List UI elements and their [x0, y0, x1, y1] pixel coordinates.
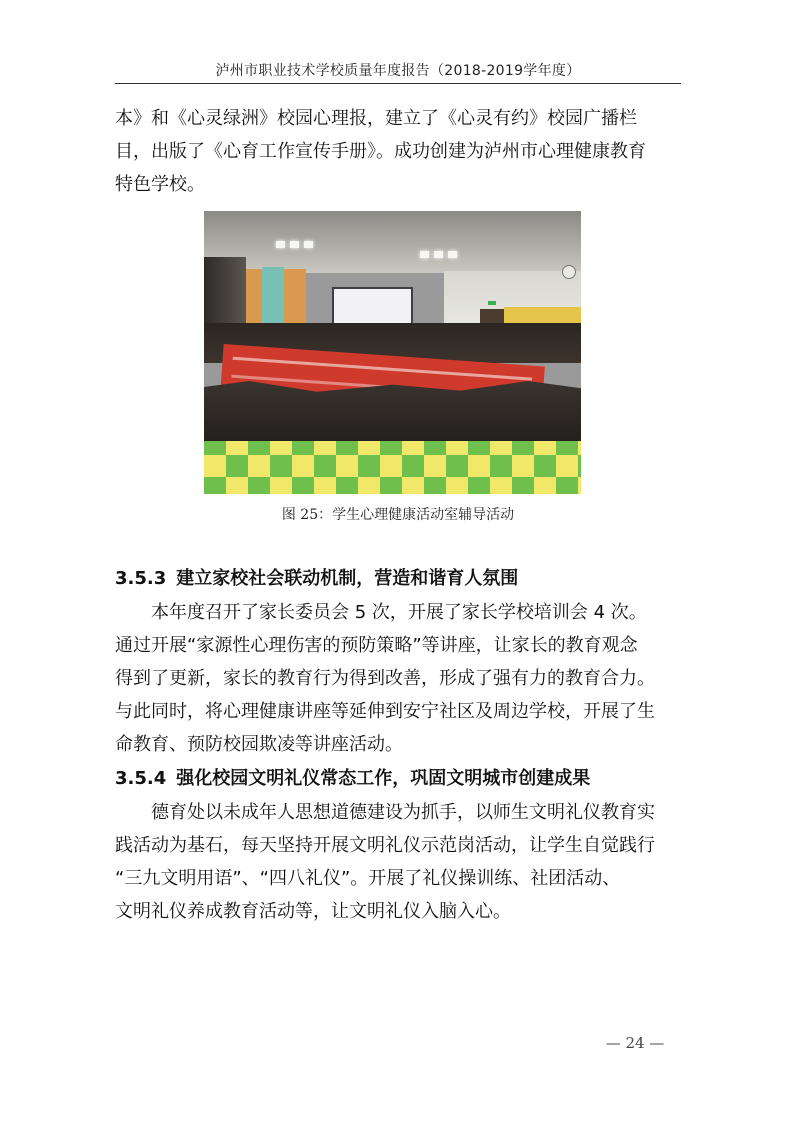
ceiling-light: [304, 241, 313, 248]
paragraph-line: 文明礼仪养成教育活动等，让文明礼仪入脑入心。: [115, 901, 511, 922]
section-title: 建立家校社会联动机制，营造和谐育人氛围: [176, 568, 519, 589]
ceiling-light: [448, 251, 457, 258]
section-3-5-4-paragraph: [115, 796, 681, 928]
photo-ceiling: [204, 211, 581, 273]
paragraph-line: 命教育、预防校园欺凌等讲座活动。: [115, 734, 403, 755]
exit-sign: [488, 301, 496, 305]
intro-paragraph: [115, 102, 681, 201]
section-heading-3-5-4: [115, 764, 681, 794]
intro-line: 目，出版了《心育工作宣传手册》。成功创建为泸州市心理健康教育: [115, 141, 646, 162]
section-number: 3.5.4: [115, 768, 167, 789]
page-number: — 24 —: [605, 1034, 665, 1052]
paragraph-line: “三九文明用语”、“四八礼仪”。开展了礼仪操训练、社团活动、: [115, 868, 621, 889]
header-rule: [115, 83, 681, 84]
activity-photo: [204, 211, 581, 494]
paragraph-line: 本年度召开了家长委员会 5 次，开展了家长学校培训会 4 次。: [151, 602, 647, 623]
intro-line: 本》和《心灵绿洲》校园心理报，建立了《心灵有约》校园广播栏: [115, 108, 637, 129]
ceiling-light: [434, 251, 443, 258]
intro-line: 特色学校。: [115, 174, 205, 195]
figure-caption: 图 25：学生心理健康活动室辅导活动: [281, 507, 515, 523]
section-title: 强化校园文明礼仪常态工作，巩固文明城市创建成果: [176, 768, 591, 789]
section-heading-3-5-3: [115, 564, 681, 594]
paragraph-line: 与此同时，将心理健康讲座等延伸到安宁社区及周边学校，开展了生: [115, 701, 655, 722]
paragraph-line: 通过开展“家源性心理伤害的预防策略”等讲座，让家长的教育观念: [115, 635, 638, 656]
ceiling-light: [290, 241, 299, 248]
page-header: 泸州市职业技术学校质量年度报告（2018-2019学年度）: [215, 63, 581, 79]
ceiling-light: [276, 241, 285, 248]
paragraph-line: 德育处以未成年人思想道德建设为抓手，以师生文明礼仪教育实: [151, 802, 655, 823]
wall-clock: [562, 265, 576, 279]
paragraph-line: 得到了更新，家长的教育行为得到改善，形成了强有力的教育合力。: [115, 668, 655, 689]
section-number: 3.5.3: [115, 568, 167, 589]
paragraph-line: 践活动为基石，每天坚持开展文明礼仪示范岗活动，让学生自觉践行: [115, 835, 655, 856]
ceiling-light: [420, 251, 429, 258]
section-3-5-3-paragraph: [115, 596, 681, 761]
photo-crowd-front-row: [204, 381, 581, 441]
